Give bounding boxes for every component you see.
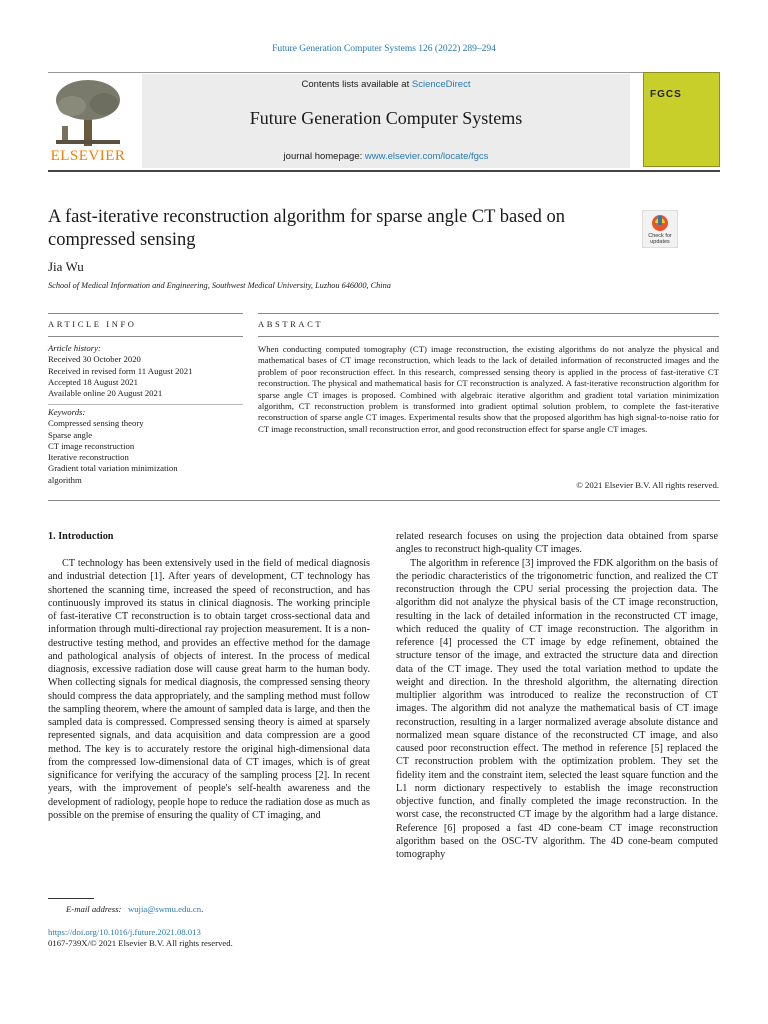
paragraph: CT technology has been extensively used in the field of medical diagnosis and industrial detection [1]. After years of development, CT technology has shortened the scanning time, increased the speed of reconstruction, and has continuously improved its status in clinical diagnosis. The working principle of fast-iterative CT reconstruction is to obtain target cross-sectional data and information through multi-directional ray projection measurement. It is a non-destructive testing method, and provides an effective method for the damage and pathological analysis of objects of interest. In the process of medical diagnosis, excessive radiation dose will cause great harm to the human body. When collecting signals for medical diagnosis, the compressed sensing theory should compress the data appropriately, and the sampling method must follow the sampling theorem, where the amount of sampled data is large, and then the sampled data is compressed. Compressed sensing theory is aimed at sparsely represented signals, and data acquisition and data compression are a good method. The key is to accurately restore the original high-dimensional data from the compressed low-dimensional data of CT images, which is of great significance for verifying the accuracy of the sampling process [2]. In recent years, with the improvement of people's self-health awareness and the development of radiology, people hope to reduce the radiation dose as much as possible on the premise of ensuring the quality of CT imaging, and <box>48 558 370 821</box>
keyword-item: Gradient total variation minimization <box>48 463 178 474</box>
journal-cover-image[interactable] <box>643 72 720 167</box>
check-for-updates-icon[interactable] <box>642 210 678 248</box>
abstract-copyright: © 2021 Elsevier B.V. All rights reserved. <box>576 480 719 490</box>
check-for-updates-label: Check for updates <box>648 233 672 245</box>
contents-line <box>142 79 630 90</box>
abstract-text: When conducting computed tomography (CT) image reconstruction, the existing algorithms do not analyze the physical and mathematical bases of CT image reconstruction, which leads to the lack of detailed information of reconstructed images and the problem of poor reconstruction effect. In this research, compressed sensing theory is applied in the process of fast-iterative CT reconstruction. The physical and mathematical basis for CT reconstruction is analyzed. A fast-iterative reconstruction algorithm for sparse angle CT images is proposed. Combined with algebraic iterative algorithm and gradient total variation minimization algorithm, CT reconstruction problem is transformed into gradient optimal solution problem, to complete the fast-iterative reconstruction of sparse angle CT images. Experimental results show that the proposed algorithm has high signal-to-noise ratio for CT image reconstruction, small reconstruction error, and good reconstruction effect for sparse angle CT images. <box>258 344 719 434</box>
keyword-item: Sparse angle <box>48 429 93 440</box>
footnote-email <box>66 904 203 914</box>
left-column <box>48 557 370 822</box>
journal-citation[interactable]: Future Generation Computer Systems 126 (2022) 289–294 <box>272 44 496 54</box>
keywords-list <box>48 407 243 486</box>
history-item: Accepted 18 August 2021 <box>48 376 138 387</box>
paragraph: The algorithm in reference [3] improved the FDK algorithm on the basis of the periodic characteristics of the trigonometric function, and realized the CT reconstruction through the CPU serial processing the projection data. The algorithm did not analyze the physical basis of the CT image reconstruction, resulting in the lack of detailed information in the reconstructed CT image, which reduced the quality of CT image reconstruction. The algorithm in reference [4] processed the CT image by edge refinement, obtained the structure tensor of the image, and extracted the structure data and direction data of the CT image. They used the total variation method to update the weight and direction. In the threshold algorithm, the alternating direction multiplier algorithm was introduced to realize the reconstruction of CT images. The algorithm did not analyze the mathematical basis of CT image reconstruction, resulting in a larger normalized average absolute distance and normalized mean square distance of the reconstructed CT image, and also caused poor reconstruction effect. The method in reference [5] replaced the CT reconstruction problem with the optimization problem. They set the fidelity item and the constraint item, selected the least square function and the L1 norm dictionary respectively to establish the image reconstruction objective function, and finally completed the image reconstruction. In the worst case, the reconstructed CT image by the algorithm had a large distance. Reference [6] proposed a fast 4D cone-beam CT image reconstruction algorithm based on the OSC-TV algorithm. The 4D cone-beam computed tomography <box>396 557 718 860</box>
abstract-bottom-rule <box>258 336 719 337</box>
email-label: E-mail address: <box>66 904 122 914</box>
header-divider <box>48 72 720 73</box>
journal-title: Future Generation Computer Systems <box>249 108 523 128</box>
right-column <box>396 530 718 861</box>
abstract-end-rule <box>48 500 720 501</box>
contents-prefix: Contents lists available at <box>301 79 412 90</box>
author-name: Jia Wu <box>48 259 84 274</box>
paragraph: related research focuses on using the projection data obtained from sparse angles to reconstruct high-quality CT images. <box>396 531 718 556</box>
section-heading-introduction: 1. Introduction <box>48 531 114 542</box>
keywords-divider <box>48 404 243 405</box>
history-item: Available online 20 August 2021 <box>48 388 163 399</box>
publisher-name: ELSEVIER <box>50 148 126 164</box>
author-affiliation: School of Medical Information and Engineering, Southwest Medical University, Luzhou 646000, China <box>48 281 391 290</box>
sciencedirect-link[interactable]: ScienceDirect <box>411 79 471 90</box>
issn-copyright: 0167-739X/© 2021 Elsevier B.V. All rights reserved. <box>48 938 233 948</box>
article-info-bottom-rule <box>48 336 243 337</box>
footnote-divider <box>48 898 94 899</box>
history-label: Article history: <box>48 343 101 353</box>
article-history <box>48 343 243 399</box>
doi-link[interactable]: https://doi.org/10.1016/j.future.2021.08.013 <box>48 927 201 937</box>
history-item: Received in revised form 11 August 2021 <box>48 365 193 376</box>
header-bottom-divider <box>48 170 720 172</box>
article-info-top-rule <box>48 313 243 314</box>
homepage-line <box>142 151 630 162</box>
abstract-heading: ABSTRACT <box>258 319 324 329</box>
abstract-top-rule <box>258 313 719 314</box>
email-link[interactable]: wujia@swmu.edu.cn <box>127 904 202 914</box>
paper-title: A fast-iterative reconstruction algorithm for sparse angle CT based on compressed sensing <box>48 207 565 250</box>
article-info-heading: ARTICLE INFO <box>48 319 137 329</box>
homepage-prefix: journal homepage: <box>283 151 365 162</box>
history-item: Received 30 October 2020 <box>48 354 141 365</box>
cover-label: FGCS <box>650 89 682 100</box>
keyword-item: algorithm <box>48 474 82 485</box>
keyword-item: CT image reconstruction <box>48 440 135 451</box>
email-suffix: . <box>201 904 204 914</box>
keyword-item: Iterative reconstruction <box>48 452 129 463</box>
keywords-label: Keywords: <box>48 407 86 417</box>
keyword-item: Compressed sensing theory <box>48 418 144 429</box>
homepage-link[interactable]: www.elsevier.com/locate/fgcs <box>364 151 489 162</box>
